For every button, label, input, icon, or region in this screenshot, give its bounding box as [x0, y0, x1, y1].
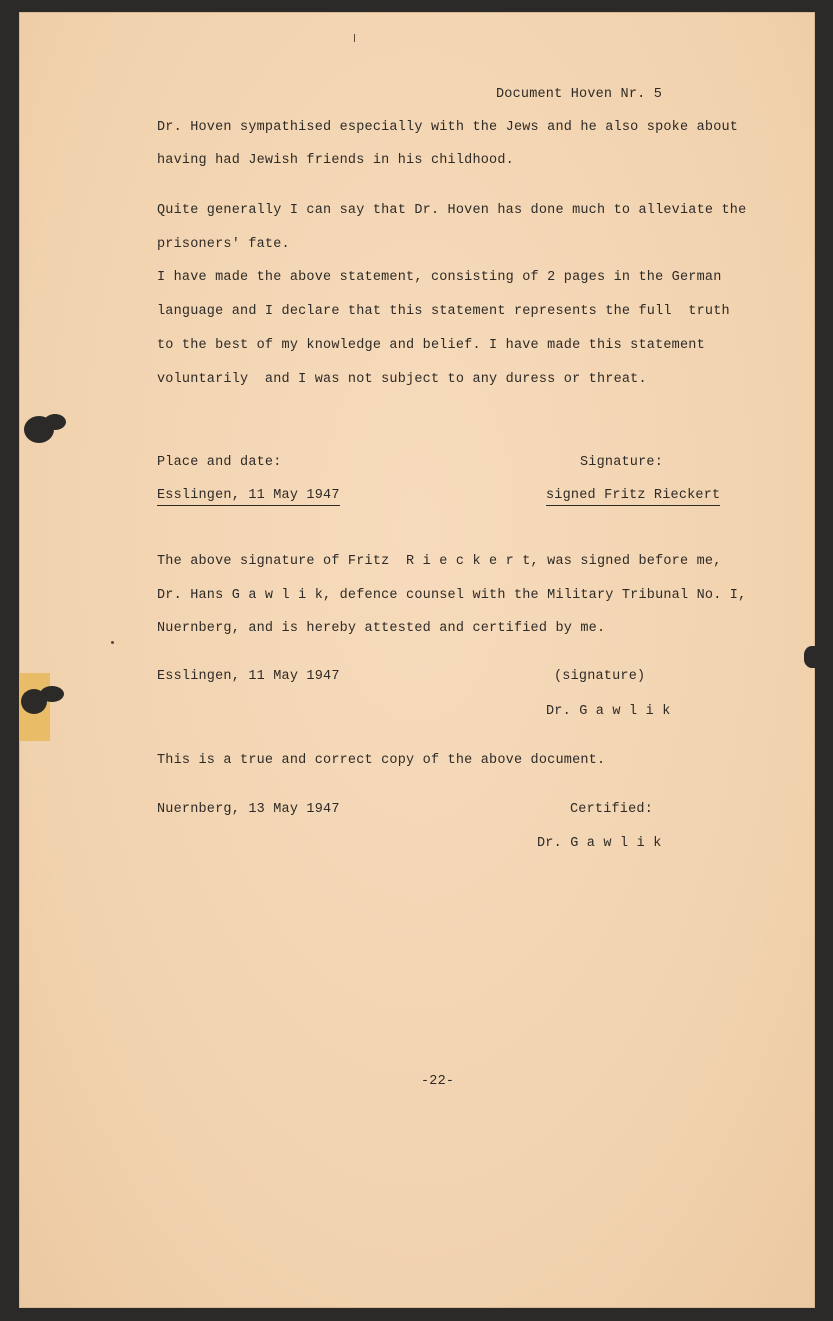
- body-line: Quite generally I can say that Dr. Hoven has done much to alleviate the: [157, 203, 747, 218]
- signature-note: (signature): [554, 669, 646, 684]
- page-number: -22-: [421, 1074, 455, 1089]
- attestation-line: The above signature of Fritz R i e c k e r t, was signed before me,: [157, 554, 722, 569]
- body-line: to the best of my knowledge and belief. I have made this statement: [157, 338, 705, 353]
- body-line: I have made the above statement, consisting of 2 pages in the German: [157, 270, 722, 285]
- certification-place-date: Nuernberg, 13 May 1947: [157, 802, 340, 817]
- edge-tear: [804, 646, 824, 668]
- body-line: having had Jewish friends in his childhood.: [157, 153, 514, 168]
- body-line: voluntarily and I was not subject to any duress or threat.: [157, 372, 647, 387]
- body-line: Dr. Hoven sympathised especially with the Jews and he also spoke about: [157, 120, 739, 135]
- attestation-line: Nuernberg, and is hereby attested and certified by me.: [157, 621, 606, 636]
- paper-mark: [354, 34, 355, 42]
- body-line: language and I declare that this statement represents the full truth: [157, 304, 730, 319]
- body-line: prisoners' fate.: [157, 237, 290, 252]
- punch-hole-tear: [40, 686, 64, 702]
- paper-mark: [111, 641, 114, 644]
- attestation-place-date: Esslingen, 11 May 1947: [157, 669, 340, 684]
- signature-label: Signature:: [580, 455, 664, 470]
- document-reference: Document Hoven Nr. 5: [496, 87, 663, 102]
- attestation-line: Dr. Hans G a w l i k, defence counsel with the Military Tribunal No. I,: [157, 588, 747, 603]
- certification-statement: This is a true and correct copy of the above document.: [157, 753, 606, 768]
- punch-hole-tear: [44, 414, 66, 430]
- signature-value: signed Fritz Rieckert: [546, 487, 720, 506]
- place-date-value: Esslingen, 11 May 1947: [157, 487, 340, 506]
- attestation-signer: Dr. G a w l i k: [546, 704, 671, 719]
- certification-signer: Dr. G a w l i k: [537, 836, 662, 851]
- place-date-label: Place and date:: [157, 455, 282, 470]
- certified-label: Certified:: [570, 802, 654, 817]
